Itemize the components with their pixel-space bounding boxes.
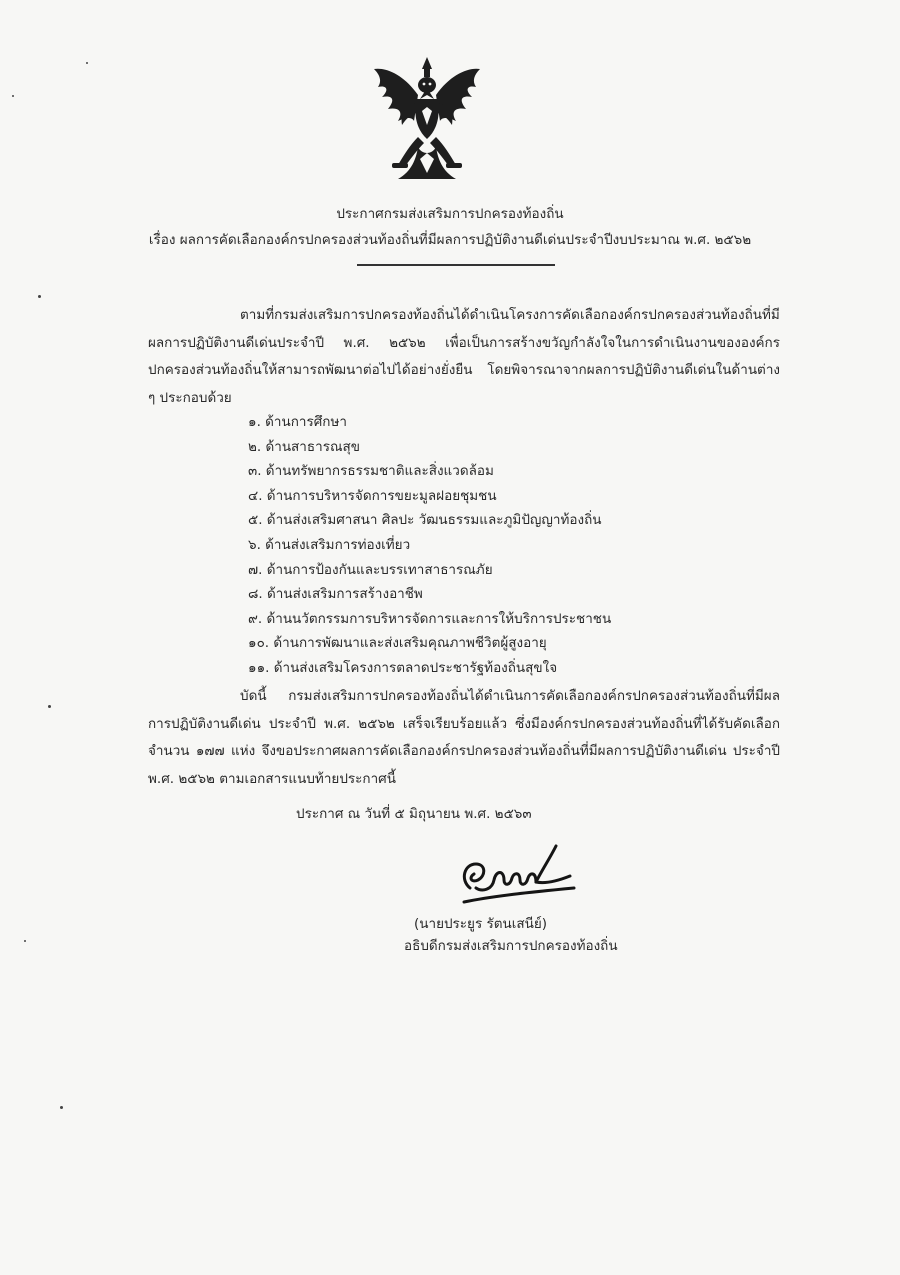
garuda-emblem-icon bbox=[368, 55, 486, 183]
intro-paragraph: ตามที่กรมส่งเสริมการปกครองท้องถิ่นได้ดำเนินโครงการคัดเลือกองค์กรปกครองส่วนท้องถิ่นที่มีผลการปฏิบัติงานดีเด่นประจำปี พ.ศ. ๒๕๖๒ เพื่อเป็นการสร้างขวัญกำลังใจในการดำเนินงานขององค์กรปกครองส่วนท้องถิ่นให้สามารถพัฒนาต่อไปได้อย่างยั่งยืน โดยพิจารณาจากผลการปฏิบัติงานดีเด่นในด้านต่าง ๆ ประกอบด้วย bbox=[148, 307, 780, 406]
list-item: ๒. ด้านสาธารณสุข bbox=[248, 438, 360, 455]
scan-speck bbox=[38, 295, 41, 298]
scan-speck bbox=[48, 705, 51, 708]
announcement-subject: เรื่อง ผลการคัดเลือกองค์กรปกครองส่วนท้องถิ่นที่มีผลการปฏิบัติงานดีเด่นประจำปีงบประมาณ พ.ศ. ๒๕๖๒ bbox=[148, 232, 752, 248]
list-item: ๑๑. ด้านส่งเสริมโครงการตลาดประชารัฐท้องถิ่นสุขใจ bbox=[248, 659, 558, 676]
list-item: ๘. ด้านส่งเสริมการสร้างอาชีพ bbox=[248, 586, 423, 603]
scan-speck bbox=[86, 62, 88, 64]
list-item: ๙. ด้านนวัตกรรมการบริหารจัดการและการให้บริการประชาชน bbox=[248, 610, 612, 627]
closing-paragraph: บัดนี้ กรมส่งเสริมการปกครองท้องถิ่นได้ดำเนินการคัดเลือกองค์กรปกครองส่วนท้องถิ่นที่มีผลการปฏิบัติงานดีเด่น ประจำปี พ.ศ. ๒๕๖๒ เสร็จเรียบร้อยแล้ว ซึ่งมีองค์กรปกครองส่วนท้องถิ่นที่ได้รับคัดเลือก จำนวน ๑๗๗ แห่ง จึงขอประกาศผลการคัดเลือกองค์กรปกครองส่วนท้องถิ่นที่มีผลการปฏิบัติงานดีเด่น ประจำปี พ.ศ. ๒๕๖๒ ตามเอกสารแนบท้ายประกาศนี้ bbox=[148, 688, 780, 787]
title-divider bbox=[357, 264, 555, 266]
signer-position: อธิบดีกรมส่งเสริมการปกครองท้องถิ่น bbox=[404, 938, 618, 954]
scan-speck bbox=[24, 940, 26, 942]
list-item: ๕. ด้านส่งเสริมศาสนา ศิลปะ วัฒนธรรมและภูมิปัญญาท้องถิ่น bbox=[248, 512, 602, 529]
scan-speck bbox=[12, 95, 14, 97]
scan-speck bbox=[60, 1106, 63, 1109]
announcement-title: ประกาศกรมส่งเสริมการปกครองท้องถิ่น bbox=[336, 206, 564, 222]
list-item: ๓. ด้านทรัพยากรธรรมชาติและสิ่งแวดล้อม bbox=[248, 463, 494, 480]
list-item: ๖. ด้านส่งเสริมการท่องเที่ยว bbox=[248, 536, 411, 553]
list-item: ๑๐. ด้านการพัฒนาและส่งเสริมคุณภาพชีวิตผู้สูงอายุ bbox=[248, 635, 547, 652]
list-item: ๔. ด้านการบริหารจัดการขยะมูลฝอยชุมชน bbox=[248, 487, 497, 504]
list-item: ๑. ด้านการศึกษา bbox=[248, 414, 347, 430]
category-list bbox=[248, 410, 611, 681]
announcement-date: ประกาศ ณ วันที่ ๕ มิถุนายน พ.ศ. ๒๕๖๓ bbox=[296, 806, 532, 822]
handwritten-signature bbox=[452, 840, 582, 912]
signer-name: (นายประยูร รัตนเสนีย์) bbox=[414, 916, 548, 932]
list-item: ๗. ด้านการป้องกันและบรรเทาสาธารณภัย bbox=[248, 561, 493, 578]
